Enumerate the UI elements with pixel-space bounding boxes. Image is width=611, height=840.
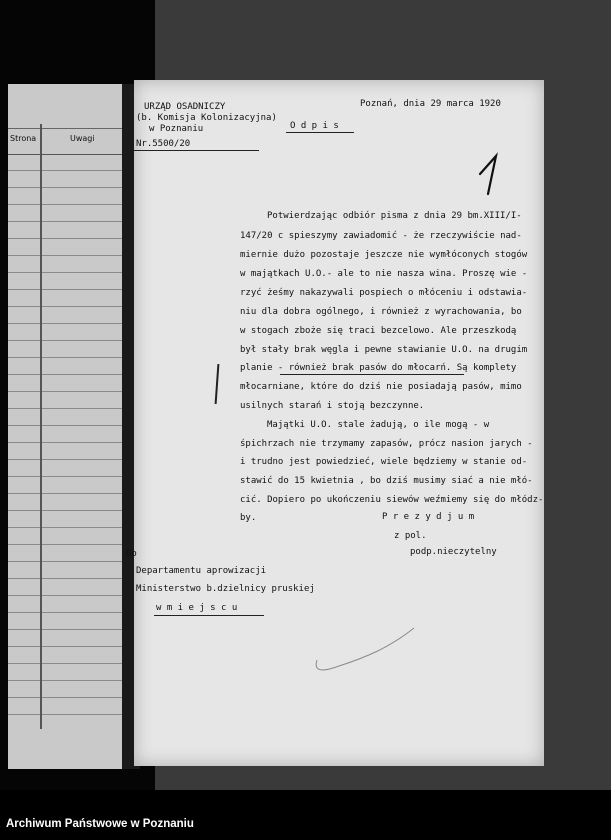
- archive-caption: Archiwum Państwowe w Poznaniu: [6, 818, 194, 830]
- body-line: był stały brak węgla i pewne stawianie U.O. na drugim: [240, 345, 528, 355]
- body-line: młocarniane, które do dziś nie posiadają pasów, mimo: [240, 382, 522, 392]
- form-top-line: [8, 128, 123, 129]
- body-line: miernie dużo pozostaje jeszcze nie wymłóconych stogów: [240, 250, 528, 260]
- form-column-divider: [40, 124, 42, 729]
- reference-underline: [134, 150, 259, 151]
- letter-page: [126, 80, 544, 766]
- register-form-card: [8, 84, 124, 769]
- body-line: planie - również brak pasów do młocarń. Są komplety: [240, 363, 517, 373]
- signature-line-3: podp.nieczytelny: [410, 547, 497, 557]
- body-line: 147/20 c spieszymy zawiadomić - że rzeczywiście nad-: [240, 231, 522, 241]
- margin-mark: [215, 364, 220, 404]
- signature-line-2: z pol.: [394, 531, 427, 541]
- body-line: niu dla dobra ogólnego, i również z wyrachowania, bo: [240, 307, 522, 317]
- letterhead-office: URZĄD OSADNICZY: [144, 102, 226, 112]
- body-line: cić. Dopiero po ukończeniu siewów weźmiemy się do młódz-: [240, 495, 544, 505]
- recipient-department: Departamentu aprowizacji: [136, 566, 267, 576]
- copy-underline: [286, 132, 354, 133]
- recipient-location: w m i e j s c u: [156, 603, 238, 613]
- handwritten-page-mark: [474, 152, 514, 197]
- letterhead-city: w Poznaniu: [149, 124, 204, 134]
- emphasis-underline: [280, 374, 464, 375]
- recipient-underline: [154, 615, 264, 616]
- pencil-scribble: [309, 620, 419, 680]
- body-line: i trudno jest powiedzieć, wiele będziemy w stanie od-: [240, 457, 528, 467]
- copy-label: O d p i s: [290, 121, 339, 131]
- body-line: w stogach zboże się traci bezcelowo. Ale przeszkodą: [240, 326, 517, 336]
- body-line: śpichrzach nie trzymamy zapasów, prócz nasion jarych -: [240, 439, 533, 449]
- signature-title: P r e z y d j u m: [382, 512, 475, 522]
- body-line: stawić do 15 kwietnia , bo dziś musimy siać a nie młó-: [240, 476, 533, 486]
- col-header-strona: Strona: [10, 134, 37, 143]
- body-line: by.: [240, 513, 257, 523]
- body-line: Potwierdzając odbiór pisma z dnia 29 bm.XIII/I-: [267, 211, 522, 221]
- date-line: Poznań, dnia 29 marca 1920: [360, 99, 501, 109]
- recipient-prefix: Do: [126, 549, 137, 559]
- body-line: w majątkach U.O.- ale to nie nasza wina. Proszę wie -: [240, 269, 528, 279]
- reference-number: Nr.5500/20: [136, 139, 191, 149]
- body-line: Majątki U.O. stale żadują, o ile mogą - w: [267, 420, 490, 430]
- body-line: rzyć żeśmy nakazywali pospiech o młóceniu i odstawia-: [240, 288, 528, 298]
- col-header-uwagi: Uwagi: [70, 134, 95, 143]
- letterhead-former-name: (b. Komisja Kolonizacyjna): [136, 113, 277, 123]
- recipient-ministry: Ministerstwo b.dzielnicy pruskiej: [136, 584, 315, 594]
- body-line: usilnych starań i stoją bezczynne.: [240, 401, 425, 411]
- form-ruled-rows: [8, 154, 123, 729]
- caption-strip: [0, 790, 611, 840]
